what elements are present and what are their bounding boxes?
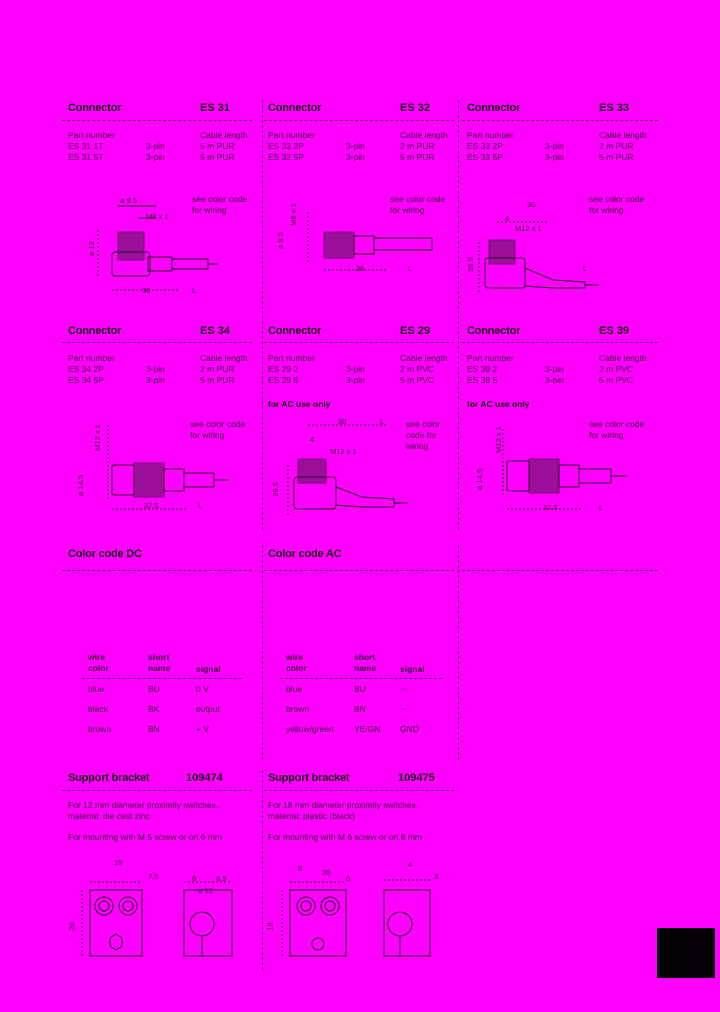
connector-drawing	[467, 325, 657, 530]
part-number-header: Part number	[467, 353, 514, 363]
bracket-description: For 12 mm diameter proximity switches, material: die cast zinc	[68, 800, 219, 821]
dim-label: L	[192, 286, 197, 295]
part-1: ES 34 2P	[68, 364, 104, 374]
part-2: ES 31 5T	[68, 152, 104, 162]
table-cell: yellow/green	[286, 724, 334, 734]
dim-label: 20	[67, 922, 77, 931]
table-cell: BK	[148, 704, 160, 714]
pins-2: 3-pin	[146, 375, 165, 385]
dim-label: 7.5	[148, 872, 159, 881]
dim-label: 8	[298, 864, 303, 873]
connector-es29	[268, 325, 454, 530]
part-2: ES 33 5P	[467, 152, 503, 162]
bracket-heading: Support bracket	[68, 772, 150, 784]
connector-es34	[68, 325, 254, 530]
dim-label: 36	[142, 286, 151, 295]
part-1: ES 33 2P	[467, 141, 503, 151]
bracket-code: 109475	[398, 772, 435, 784]
section-title: Color code DC	[68, 548, 142, 560]
dim-label: 20	[322, 868, 331, 877]
cable-1: 2 m PVC	[599, 364, 634, 374]
cable-1: 5 m PUR	[200, 141, 235, 151]
dim-label: 15	[114, 858, 123, 867]
pins-1: 3-pin	[146, 364, 165, 374]
cable-length-header: Cable length	[400, 130, 448, 140]
pins-1: 3-pin	[545, 364, 564, 374]
connector-es31	[68, 102, 254, 312]
connector-code: ES 34	[200, 325, 230, 337]
dim-label: ø 14.5	[76, 474, 86, 497]
cable-length-header: Cable length	[400, 353, 448, 363]
table-cell: brown	[88, 724, 112, 734]
dim-label: 4	[310, 435, 315, 444]
dim-label: 26.5	[270, 482, 280, 497]
connector-heading: Connector	[467, 325, 521, 337]
dim-label: 6	[192, 874, 197, 883]
table-rule	[82, 678, 242, 679]
wiring-note: see color code for wiring	[589, 194, 645, 215]
support-bracket-109475	[265, 772, 454, 972]
table-cell: BU	[354, 684, 366, 694]
pins-2: 3-pin	[146, 152, 165, 162]
connector-code: ES 39	[599, 325, 629, 337]
part-number-header: Part number	[467, 130, 514, 140]
part-number-header: Part number	[268, 353, 315, 363]
cable-1: 2 m PUR	[200, 364, 235, 374]
connector-heading: Connector	[68, 102, 122, 114]
cable-2: 5 m PUR	[599, 152, 634, 162]
part-number-header: Part number	[68, 130, 115, 140]
dim-label: M8 x 1	[146, 212, 169, 221]
connector-code: ES 33	[599, 102, 629, 114]
pins-2: 3-pin	[346, 152, 365, 162]
table-cell: blue	[286, 684, 303, 694]
divider-v2	[458, 100, 459, 530]
connector-es32	[268, 102, 454, 312]
ac-use-only: for AC use only	[467, 399, 530, 409]
color-code-ac	[268, 548, 454, 748]
part-number-header: Part number	[68, 353, 115, 363]
pins-2: 3-pin	[545, 375, 564, 385]
dim-label: L	[599, 503, 604, 512]
pins-1: 3-pin	[545, 141, 564, 151]
dim-label: M8 x 1	[288, 203, 298, 226]
pins-1: 3-pin	[146, 141, 165, 151]
wiring-note: see color code for wiring	[192, 194, 248, 215]
dim-label: L	[198, 501, 203, 510]
dim-label: 37.5	[543, 503, 558, 512]
divider-v3	[262, 545, 263, 760]
pins-2: 3-pin	[346, 375, 365, 385]
cable-2: 5 m PVC	[599, 375, 634, 385]
table-cell: brown	[286, 704, 310, 714]
dim-label: ø 9.5	[276, 231, 286, 250]
bracket-heading: Support bracket	[268, 772, 350, 784]
header-wire-color: wire color	[286, 652, 307, 673]
section-title: Color code AC	[268, 548, 342, 560]
cable-2: 5 m PUR	[200, 375, 235, 385]
dim-label: M12 x 1	[330, 447, 357, 456]
dim-label: M12 x 1	[92, 424, 102, 451]
dim-label: 26.5	[465, 257, 475, 272]
dim-label: ø 12	[198, 886, 214, 895]
wiring-note: see color code for wiring	[406, 419, 441, 451]
dim-label: 30	[527, 200, 536, 209]
bracket-mounting-note: For mounting with M 6 screw or on 8 mm	[268, 832, 422, 842]
bracket-description: For 18 mm diameter proximity switches, material: plastic (black)	[268, 800, 419, 821]
dim-label: ø 12	[87, 240, 97, 257]
connector-code: ES 29	[400, 325, 430, 337]
table-cell: GND	[400, 724, 419, 734]
dim-label: ø 14.5	[475, 468, 485, 491]
connector-drawing	[68, 102, 254, 312]
part-1: ES 31 1T	[68, 141, 104, 151]
dim-label: L	[380, 417, 385, 426]
dim-label: L	[583, 264, 588, 273]
table-cell: BN	[148, 724, 160, 734]
dim-label: 30	[338, 417, 347, 426]
connector-heading: Connector	[268, 102, 322, 114]
dim-label: 18	[265, 922, 275, 931]
header-wire-color: wire color	[88, 652, 109, 673]
connector-es39	[467, 325, 657, 530]
wiring-note: see color code for wiring	[589, 419, 645, 440]
dim-label: 6.5	[216, 874, 227, 883]
header-signal: signal	[196, 664, 221, 674]
connector-heading: Connector	[268, 325, 322, 337]
wiring-note: see color code for wiring	[390, 194, 446, 215]
header-signal: signal	[400, 664, 425, 674]
connector-heading: Connector	[467, 102, 521, 114]
part-1: ES 29 2	[268, 364, 299, 374]
cable-2: 5 m PVC	[400, 375, 435, 385]
part-1: ES 32 2P	[268, 141, 304, 151]
dim-label: 3	[434, 872, 439, 881]
table-cell: ~	[402, 684, 407, 694]
dim-label: 37.5	[144, 501, 159, 510]
bracket-mounting-note: For mounting with M 5 screw or on 6 mm	[68, 832, 222, 842]
divider-v1	[262, 100, 263, 530]
dim-label: 36	[356, 264, 365, 273]
cable-2: 5 m PUR	[400, 152, 435, 162]
bracket-code: 109474	[186, 772, 223, 784]
connector-code: ES 32	[400, 102, 430, 114]
dim-label: 4	[505, 214, 510, 223]
color-table	[268, 652, 454, 732]
table-cell: blue	[88, 684, 105, 694]
cable-1: 2 m PUR	[599, 141, 634, 151]
part-2: ES 34 5P	[68, 375, 104, 385]
page-tab-block	[657, 928, 715, 978]
dim-label: 4	[408, 860, 413, 869]
header-short-name: short name	[354, 652, 377, 673]
table-rule	[280, 678, 442, 679]
connector-drawing	[467, 102, 657, 312]
header-short-name: short name	[148, 652, 171, 673]
cable-length-header: Cable length	[599, 130, 647, 140]
pins-1: 3-pin	[346, 364, 365, 374]
table-cell: BU	[148, 684, 160, 694]
ac-use-only: for AC use only	[268, 399, 331, 409]
bracket-drawing	[68, 772, 254, 972]
cable-length-header: Cable length	[200, 353, 248, 363]
bracket-drawing	[265, 772, 454, 972]
connector-heading: Connector	[68, 325, 122, 337]
connector-code: ES 31	[200, 102, 230, 114]
part-1: ES 39 2	[467, 364, 498, 374]
dim-label: M12 x 1	[493, 426, 503, 453]
cable-length-header: Cable length	[200, 130, 248, 140]
dim-label: M12 x 1	[515, 224, 542, 233]
color-code-dc	[68, 548, 254, 748]
table-cell: ~	[402, 704, 407, 714]
wiring-note: see color code for wiring	[190, 419, 246, 440]
cable-1: 2 m PVC	[400, 364, 435, 374]
table-cell: YE/GN	[354, 724, 381, 734]
part-2: ES 39 5	[467, 375, 498, 385]
cable-length-header: Cable length	[599, 353, 647, 363]
rule-color-3	[462, 570, 658, 571]
cable-2: 5 m PUR	[200, 152, 235, 162]
dim-label: L	[408, 264, 413, 273]
part-number-header: Part number	[268, 130, 315, 140]
table-cell: black	[88, 704, 108, 714]
divider-v5	[262, 770, 263, 970]
table-cell: output	[196, 704, 220, 714]
support-bracket-109474	[68, 772, 254, 972]
dim-label: ø 9.5	[120, 196, 138, 205]
part-2: ES 29 5	[268, 375, 299, 385]
connector-drawing	[268, 102, 454, 312]
divider-v4	[458, 545, 459, 760]
table-cell: 0 V	[196, 684, 209, 694]
dim-label: 6	[346, 874, 351, 883]
part-2: ES 32 5P	[268, 152, 304, 162]
table-cell: BN	[354, 704, 366, 714]
pins-2: 3-pin	[545, 152, 564, 162]
color-table	[68, 652, 254, 732]
connector-drawing	[268, 325, 454, 530]
table-cell: + V	[196, 724, 209, 734]
cable-1: 2 m PUR	[400, 141, 435, 151]
pins-1: 3-pin	[346, 141, 365, 151]
connector-es33	[467, 102, 657, 312]
connector-drawing	[68, 325, 254, 530]
